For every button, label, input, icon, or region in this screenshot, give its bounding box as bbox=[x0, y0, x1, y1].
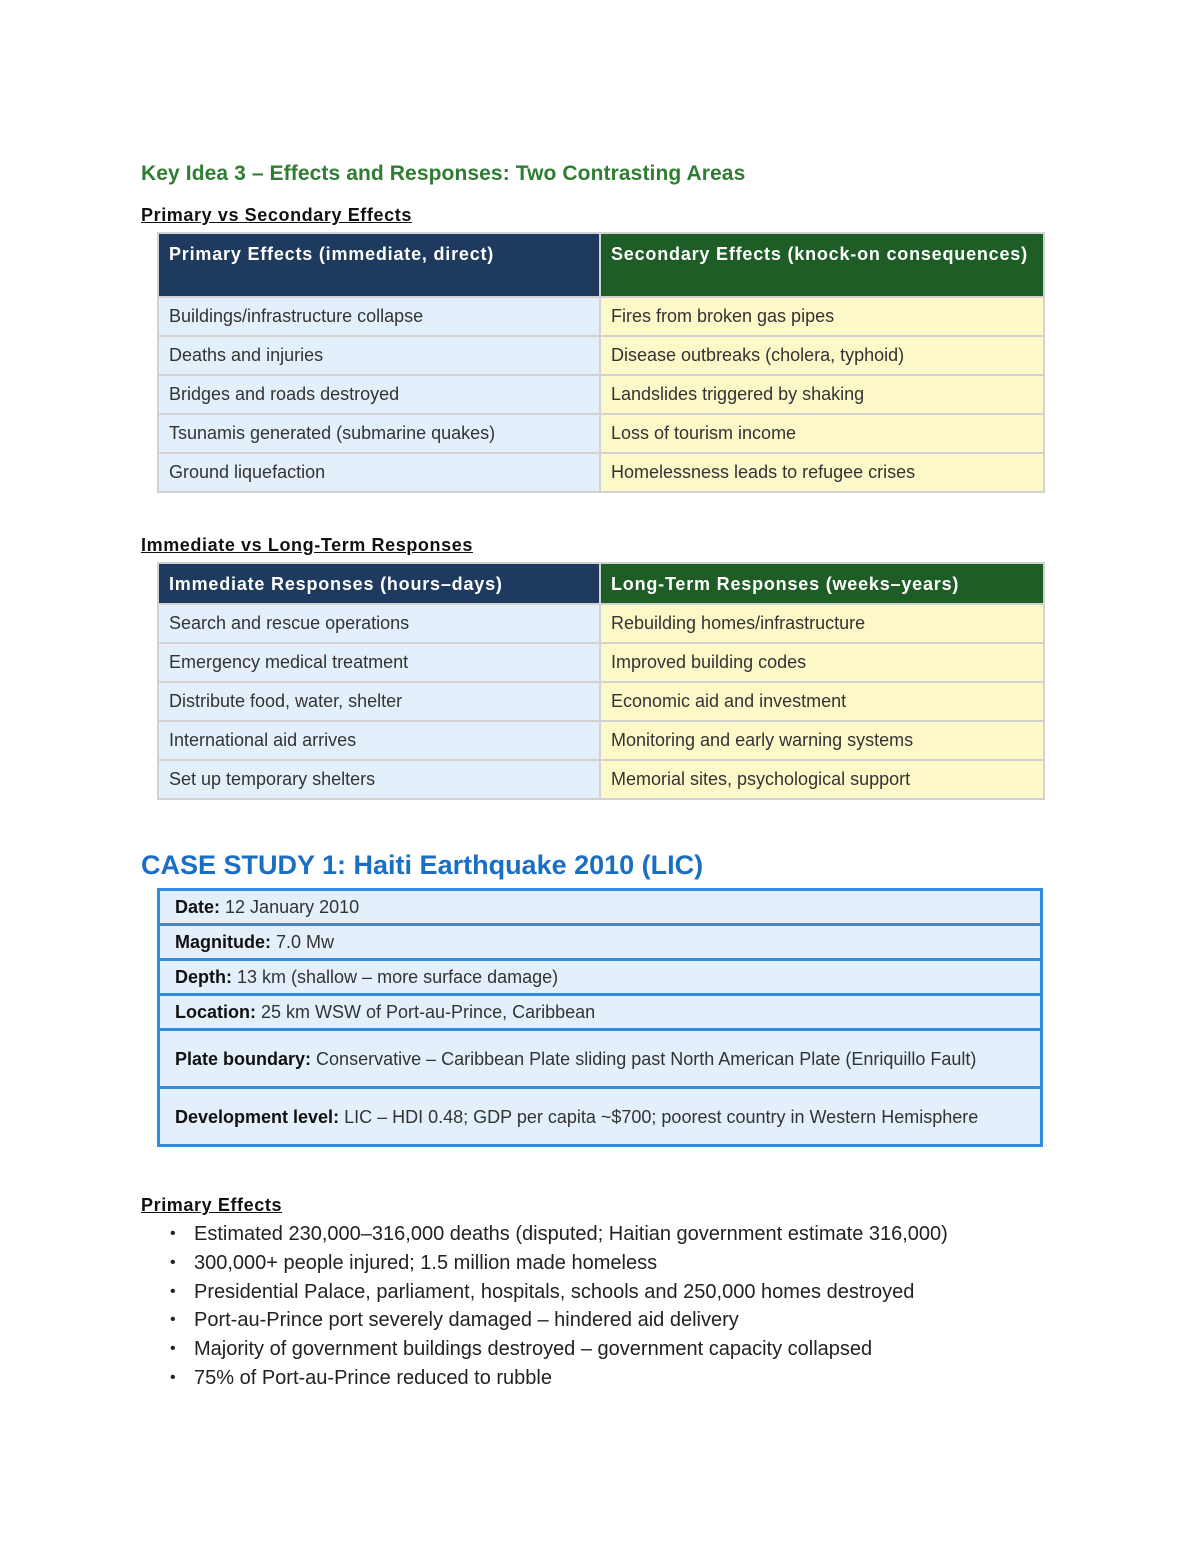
secondary-effect-cell: Fires from broken gas pipes bbox=[600, 297, 1044, 336]
fact-row bbox=[159, 995, 1042, 1030]
list-item: • Port-au-Prince port severely damaged – hindered aid delivery bbox=[141, 1306, 948, 1335]
table-row bbox=[158, 682, 1044, 721]
primary-effect-cell: Buildings/infrastructure collapse bbox=[158, 297, 600, 336]
long-term-response-cell: Economic aid and investment bbox=[600, 682, 1044, 721]
secondary-effect-cell: Loss of tourism income bbox=[600, 414, 1044, 453]
effects-table bbox=[157, 232, 1045, 493]
primary-effects-header: Primary Effects (immediate, direct) bbox=[158, 233, 600, 297]
effects-table-header-row bbox=[158, 233, 1044, 297]
secondary-effect-cell: Disease outbreaks (cholera, typhoid) bbox=[600, 336, 1044, 375]
immediate-response-cell: International aid arrives bbox=[158, 721, 600, 760]
long-term-response-cell: Monitoring and early warning systems bbox=[600, 721, 1044, 760]
table-row bbox=[158, 297, 1044, 336]
fact-label: Location: bbox=[175, 1002, 256, 1022]
fact-label: Development level: bbox=[175, 1106, 340, 1127]
table-row bbox=[158, 721, 1044, 760]
case-study-facts-table bbox=[157, 888, 1043, 1147]
fact-value: 13 km (shallow – more surface damage) bbox=[237, 967, 559, 987]
effects-heading: Primary vs Secondary Effects bbox=[141, 205, 412, 225]
case-study-title: CASE STUDY 1: Haiti Earthquake 2010 (LIC) bbox=[141, 850, 704, 880]
secondary-effects-header: Secondary Effects (knock-on consequences) bbox=[600, 233, 1044, 297]
primary-effect-cell: Deaths and injuries bbox=[158, 336, 600, 375]
fact-value: 7.0 Mw bbox=[276, 932, 335, 952]
table-row bbox=[158, 760, 1044, 799]
immediate-responses-header: Immediate Responses (hours–days) bbox=[158, 563, 600, 604]
long-term-response-cell: Rebuilding homes/infrastructure bbox=[600, 604, 1044, 643]
responses-table-header-row bbox=[158, 563, 1044, 604]
fact-label: Date: bbox=[175, 897, 221, 917]
table-row bbox=[158, 414, 1044, 453]
table-row bbox=[158, 336, 1044, 375]
fact-value: 25 km WSW of Port-au-Prince, Caribbean bbox=[261, 1002, 596, 1022]
table-row bbox=[158, 604, 1044, 643]
table-row bbox=[158, 453, 1044, 492]
responses-heading: Immediate vs Long-Term Responses bbox=[141, 535, 473, 555]
fact-value: LIC – HDI 0.48; GDP per capita ~$700; poorest country in Western Hemisphere bbox=[344, 1106, 979, 1127]
fact-row bbox=[159, 1088, 1042, 1146]
primary-effect-cell: Bridges and roads destroyed bbox=[158, 375, 600, 414]
key-idea-title: Key Idea 3 – Effects and Responses: Two Contrasting Areas bbox=[141, 162, 746, 185]
fact-row bbox=[159, 890, 1042, 925]
fact-value: 12 January 2010 bbox=[225, 897, 360, 917]
fact-label: Magnitude: bbox=[175, 932, 271, 952]
immediate-response-cell: Distribute food, water, shelter bbox=[158, 682, 600, 721]
secondary-effect-cell: Homelessness leads to refugee crises bbox=[600, 453, 1044, 492]
primary-effects-list bbox=[141, 1220, 948, 1393]
table-row bbox=[158, 375, 1044, 414]
primary-effect-cell: Tsunamis generated (submarine quakes) bbox=[158, 414, 600, 453]
immediate-response-cell: Search and rescue operations bbox=[158, 604, 600, 643]
fact-row bbox=[159, 1030, 1042, 1088]
secondary-effect-cell: Landslides triggered by shaking bbox=[600, 375, 1044, 414]
table-row bbox=[158, 643, 1044, 682]
list-item: • Majority of government buildings destroyed – government capacity collapsed bbox=[141, 1335, 948, 1364]
fact-label: Plate boundary: bbox=[175, 1048, 312, 1069]
list-item: • Estimated 230,000–316,000 deaths (disputed; Haitian government estimate 316,000) bbox=[141, 1220, 948, 1249]
fact-row bbox=[159, 960, 1042, 995]
fact-value: Conservative – Caribbean Plate sliding past North American Plate (Enriquillo Fault) bbox=[316, 1048, 977, 1069]
responses-table bbox=[157, 562, 1045, 800]
fact-row bbox=[159, 925, 1042, 960]
list-item: • 75% of Port-au-Prince reduced to rubble bbox=[141, 1364, 948, 1393]
primary-effect-cell: Ground liquefaction bbox=[158, 453, 600, 492]
immediate-response-cell: Emergency medical treatment bbox=[158, 643, 600, 682]
long-term-response-cell: Memorial sites, psychological support bbox=[600, 760, 1044, 799]
list-item: • Presidential Palace, parliament, hospitals, schools and 250,000 homes destroyed bbox=[141, 1278, 948, 1307]
primary-effects-heading: Primary Effects bbox=[141, 1195, 283, 1215]
list-item: • 300,000+ people injured; 1.5 million made homeless bbox=[141, 1249, 948, 1278]
immediate-response-cell: Set up temporary shelters bbox=[158, 760, 600, 799]
fact-label: Depth: bbox=[175, 967, 232, 987]
long-term-responses-header: Long-Term Responses (weeks–years) bbox=[600, 563, 1044, 604]
long-term-response-cell: Improved building codes bbox=[600, 643, 1044, 682]
